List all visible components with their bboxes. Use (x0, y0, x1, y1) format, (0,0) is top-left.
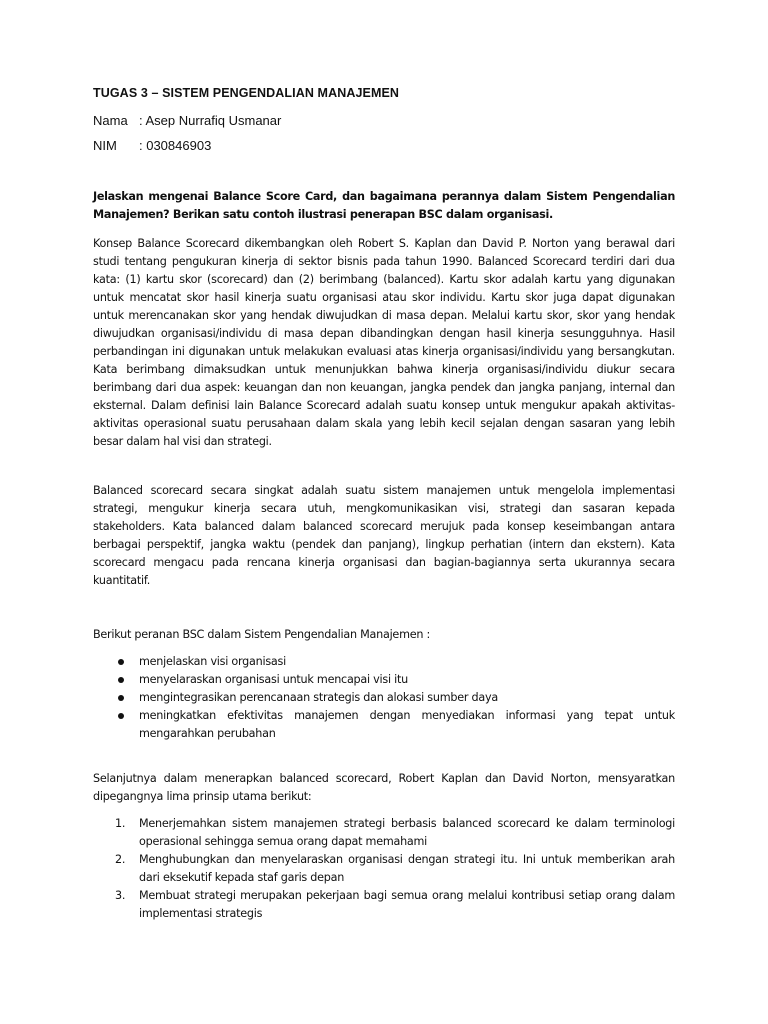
list-item (93, 851, 675, 887)
bullet-icon (118, 677, 124, 683)
list-item-text: Menghubungkan dan menyelaraskan organisasi dengan strategi itu. Ini untuk memberikan arah dari eksekutif kepada staf garis depan (139, 853, 675, 884)
paragraph-principles-intro: Selanjutnya dalam menerapkan balanced scorecard, Robert Kaplan dan David Norton, mensyaratkan dipegangnya lima prinsip utama berikut: (93, 772, 675, 803)
principles-numbered-list (93, 815, 675, 923)
roles-bullet-list (93, 653, 675, 743)
list-item (93, 887, 675, 923)
list-item-text: Membuat strategi merupakan pekerjaan bagi semua orang melalui kontribusi setiap orang dalam implementasi strategis (139, 889, 675, 920)
bullet-icon (118, 695, 124, 701)
list-item-text: meningkatkan efektivitas manajemen dengan menyediakan informasi yang tepat untuk mengarahkan perubahan (139, 709, 675, 740)
list-item (93, 671, 675, 689)
name-label: Nama (93, 113, 128, 128)
paragraph-concept: Konsep Balance Scorecard dikembangkan oleh Robert S. Kaplan dan David P. Norton yang berawal dari studi tentang pengukuran kinerja di sektor bisnis pada tahun 1990. Balanced Scorecard terdiri dari dua kata: (1) kartu skor (scorecard) dan (2) berimbang (balanced). Kartu skor adalah kartu yang digunakan untuk mencatat skor hasil kinerja suatu organisasi atau skor individu. Kartu skor juga dapat digunakan untuk merencanakan skor yang hendak diwujudkan di masa depan. Melalui kartu skor, skor yang hendak diwujudkan organisasi/individu di masa depan dibandingkan dengan hasil kinerja sesungguhnya. Hasil perbandingan ini digunakan untuk melakukan evaluasi atas kinerja organisasi/individu yang bersangkutan. Kata berimbang dimaksudkan untuk menunjukkan bahwa kinerja organisasi/individu diukur secara berimbang dari dua aspek: keuangan dan non keuangan, jangka pendek dan jangka panjang, internal dan eksternal. Dalam definisi lain Balance Scorecard adalah suatu konsep untuk mengukur apakah aktivitas-aktivitas operasional suatu perusahaan dalam skala yang lebih kecil sejalan dengan sasaran yang lebih besar dalam hal visi dan strategi. (93, 237, 675, 448)
list-number: 1. (115, 817, 126, 830)
question-paragraph: Jelaskan mengenai Balance Score Card, dan bagaimana perannya dalam Sistem Pengendalian Manajemen? Berikan satu contoh ilustrasi penerapan BSC dalam organisasi. (93, 190, 675, 221)
list-item (93, 707, 675, 743)
list-item-text: mengintegrasikan perencanaan strategis dan alokasi sumber daya (139, 691, 498, 704)
document-title: TUGAS 3 – SISTEM PENGENDALIAN MANAJEMEN (93, 86, 400, 100)
nim-value: : 030846903 (139, 138, 212, 153)
list-item (93, 689, 675, 707)
list-item (93, 653, 675, 671)
paragraph-roles-intro: Berikut peranan BSC dalam Sistem Pengendalian Manajemen : (93, 628, 431, 641)
bullet-icon (118, 659, 124, 665)
list-item-text: menjelaskan visi organisasi (139, 655, 286, 668)
list-number: 2. (115, 853, 126, 866)
list-number: 3. (115, 889, 126, 902)
nim-label: NIM (93, 138, 117, 153)
name-row (93, 113, 281, 128)
paragraph-definition: Balanced scorecard secara singkat adalah suatu sistem manajemen untuk mengelola implementasi strategi, mengukur kinerja secara utuh, mengkomunikasikan visi, strategi dan sasaran kepada stakeholders. Kata balanced dalam balanced scorecard merujuk pada konsep keseimbangan antara berbagai perspektif, jangka waktu (pendek dan panjang), lingkup perhatian (intern dan ekstern). Kata scorecard mengacu pada rencana kinerja organisasi dan bagian-bagiannya serta ukurannya secara kuantitatif. (93, 484, 675, 587)
list-item-text: Menerjemahkan sistem manajemen strategi berbasis balanced scorecard ke dalam terminologi operasional sehingga semua orang dapat memahami (139, 817, 675, 848)
bullet-icon (118, 713, 124, 719)
list-item-text: menyelaraskan organisasi untuk mencapai visi itu (139, 673, 408, 686)
nim-row (93, 138, 211, 153)
list-item (93, 815, 675, 851)
name-value: : Asep Nurrafiq Usmanar (139, 113, 282, 128)
